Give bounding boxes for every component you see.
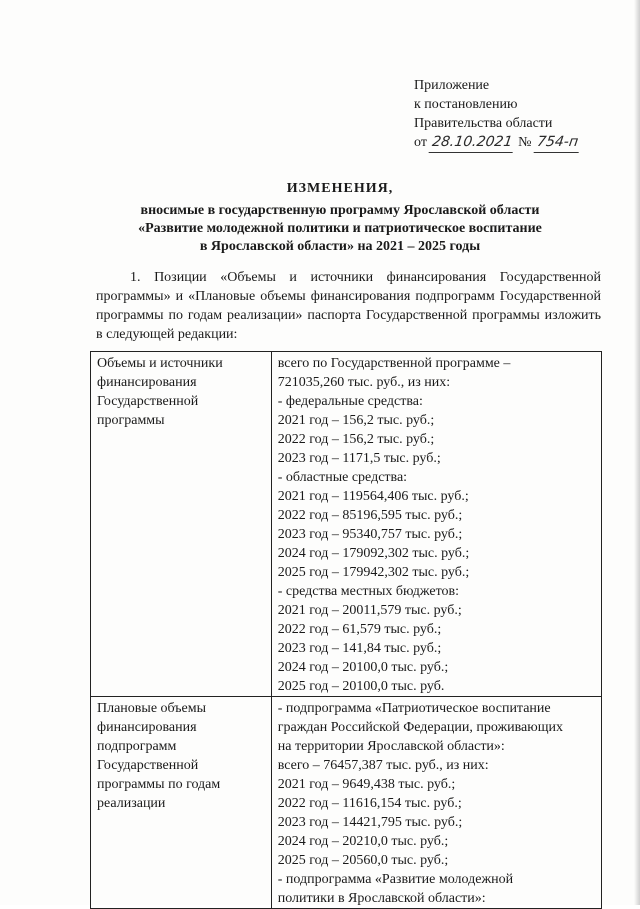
table-row-line: 2022 год – 85196,595 тыс. руб.;: [277, 508, 463, 523]
table-row-line: 2025 год – 20560,0 тыс. руб.;: [277, 853, 449, 868]
appendix-line-1: Приложение: [414, 78, 490, 93]
table-row-line: 2024 год – 20100,0 тыс. руб.;: [277, 660, 449, 675]
table-row-line: 2023 год – 141,84 тыс. руб.;: [277, 641, 442, 656]
intro-paragraph: 1. Позиции «Объемы и источники финансирования Государственной программы» и «Плановые объемы финансирования подпрограмм Государственной программы по годам реализации» паспорта Государственной программы изложить в следующей редакции:: [96, 270, 601, 342]
table-row-line: на территории Ярославской области»:: [277, 739, 505, 754]
table-row-content: [271, 697, 601, 909]
table-row-line: 2022 год – 11616,154 тыс. руб.;: [277, 796, 462, 811]
table-row: [91, 352, 602, 697]
table-row-line: всего – 76457,387 тыс. руб., из них:: [277, 758, 489, 773]
table-row: [91, 697, 602, 909]
table-row-line: 2023 год – 1171,5 тыс. руб.;: [277, 451, 441, 466]
document-title: [60, 180, 620, 256]
table-row-line: 2021 год – 156,2 тыс. руб.;: [277, 413, 435, 428]
title-line-3: в Ярославской области» на 2021 – 2025 годы: [199, 239, 481, 254]
table-row-line: - средства местных бюджетов:: [277, 584, 460, 599]
table-row-line: 2021 год – 9649,438 тыс. руб.;: [277, 777, 456, 792]
passport-table-body: [91, 352, 602, 909]
table-row-line: 2025 год – 20100,0 тыс. руб.: [277, 679, 445, 694]
table-row-line: 2024 год – 20210,0 тыс. руб.;: [277, 834, 449, 849]
table-row-label: Объемы и источники финансирования Государственной программы: [91, 352, 272, 697]
title-main: ИЗМЕНЕНИЯ,: [286, 181, 394, 196]
table-row-content: [271, 352, 601, 697]
table-row-line: 2022 год – 156,2 тыс. руб.;: [277, 432, 435, 447]
table-row-line: 2021 год – 20011,579 тыс. руб.;: [277, 603, 462, 618]
table-row-line: - областные средства:: [277, 470, 408, 485]
handwritten-date: 28.10.2021: [429, 133, 516, 153]
table-row-line: 2022 год – 61,579 тыс. руб.;: [277, 622, 442, 637]
table-row-line: политики в Ярославской области»:: [277, 891, 486, 906]
table-row-label: Плановые объемы финансирования подпрограмм Государственной программы по годам реализации: [91, 697, 272, 909]
appendix-line-2: к постановлению: [414, 97, 518, 112]
title-line-1: вносимые в государственную программу Ярославской области: [140, 203, 540, 218]
table-row-line: 721035,260 тыс. руб., из них:: [277, 375, 451, 390]
table-row-line: 2024 год – 179092,302 тыс. руб.;: [277, 546, 470, 561]
appendix-line-3: Правительства области: [414, 116, 553, 131]
from-label: от: [414, 135, 427, 150]
table-row-line: - подпрограмма «Развитие молодежной: [277, 872, 514, 887]
appendix-block: [414, 76, 580, 153]
table-row-line: 2023 год – 14421,795 тыс. руб.;: [277, 815, 463, 830]
title-line-2: «Развитие молодежной политики и патриотическое воспитание: [138, 221, 542, 236]
handwritten-number: 754-п: [534, 133, 582, 153]
number-label: №: [518, 135, 532, 150]
table-row-line: 2021 год – 119564,406 тыс. руб.;: [277, 489, 469, 504]
passport-table: [90, 351, 602, 909]
table-row-line: - федеральные средства:: [277, 394, 423, 409]
table-row-line: 2023 год – 95340,757 тыс. руб.;: [277, 527, 463, 542]
appendix-date-row: [414, 133, 580, 153]
table-row-line: всего по Государственной программе –: [277, 356, 511, 371]
table-row-line: граждан Российской Федерации, проживающих: [277, 720, 563, 735]
scan-edge: [634, 0, 640, 905]
table-row-line: 2025 год – 179942,302 тыс. руб.;: [277, 565, 470, 580]
table-row-line: - подпрограмма «Патриотическое воспитание: [277, 701, 551, 716]
